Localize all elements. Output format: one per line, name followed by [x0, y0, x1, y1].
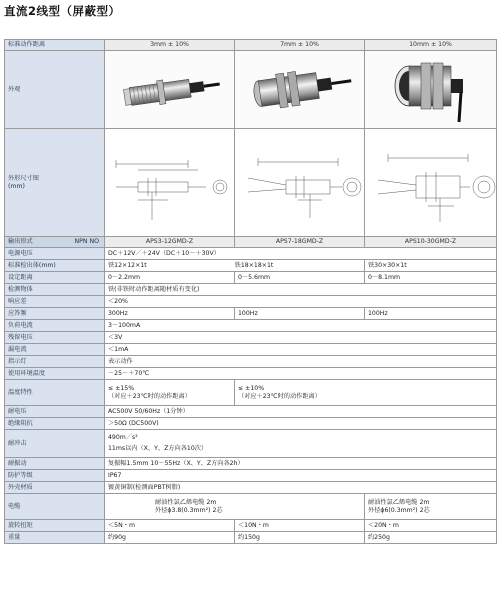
spec-row-target — [5, 260, 497, 272]
spec-row-withstand-voltage — [5, 406, 497, 418]
spec-value-m18: 铁18×18×1t — [234, 261, 274, 269]
sensor-header-1: 3mm ± 10% — [105, 40, 235, 51]
spec-label: 检测物体 — [5, 284, 105, 296]
spec-row-load-current — [5, 320, 497, 332]
spec-label: 重量 — [5, 532, 105, 544]
sensor-photo-m12-image — [110, 60, 230, 120]
spec-value: ＜1mA — [105, 344, 497, 356]
spec-row-indicator — [5, 356, 497, 368]
spec-value: 约250g — [365, 532, 497, 544]
spec-label: 指示灯 — [5, 356, 105, 368]
spec-row-leakage — [5, 344, 497, 356]
spec-row-hysteresis — [5, 296, 497, 308]
spec-value-m12-m18: 铁12×12×1t — [108, 261, 147, 269]
spec-value: ＜5N・m — [105, 520, 235, 532]
spec-value: 镀黄铜制(检测面PBT树脂) — [105, 482, 497, 494]
spec-value: 表示动作 — [105, 356, 497, 368]
spec-label: 使用环境温度 — [5, 368, 105, 380]
dimension-drawing-m12-image — [108, 130, 235, 236]
spec-value-line: （对应＋23℃时的动作距离） — [108, 392, 191, 400]
spec-value: 100Hz — [235, 308, 365, 320]
spec-value-line: 耐油性氯乙烯电缆 2m — [155, 498, 217, 506]
spec-label: 防护等级 — [5, 470, 105, 482]
spec-value-m30 — [365, 494, 497, 520]
spec-label: 电源电压 — [5, 248, 105, 260]
sensor-photo-m18-image — [240, 55, 360, 125]
spec-value-line: 外径ϕ6(0.3mm²) 2芯 — [368, 506, 430, 514]
spec-row-cable — [5, 494, 497, 520]
sensor-photo-m30-image — [371, 52, 491, 128]
spec-value-m12-m18 — [105, 494, 365, 520]
spec-value-line: （对应＋23℃时的动作距离） — [238, 392, 321, 400]
dimensions-label: 外形尺寸图 (mm) — [5, 129, 105, 237]
output-label-cell — [5, 237, 105, 248]
spec-value: 0－2.2mm — [105, 272, 235, 284]
spec-label: 设定距离 — [5, 272, 105, 284]
spec-label: 旋转扭矩 — [5, 520, 105, 532]
sensor-header-2: 7mm ± 10% — [235, 40, 365, 51]
spec-value: IP67 — [105, 470, 497, 482]
spec-label: 耐冲击 — [5, 430, 105, 458]
spec-value: －25－＋70℃ — [105, 368, 497, 380]
sensor-photo-2 — [235, 51, 365, 129]
page-title: 直流2线型（屏蔽型） — [4, 4, 121, 18]
sensor-photo-1 — [105, 51, 235, 129]
model-3: APS10-30GMD-Z — [365, 237, 497, 248]
spec-value-line: 外径ϕ3.8(0.3mm²) 2芯 — [155, 506, 223, 514]
spec-value: ＞50Ω (DC500V) — [105, 418, 497, 430]
spec-value: ＜20% — [105, 296, 497, 308]
sensor-header-3: 10mm ± 10% — [365, 40, 497, 51]
spec-value-m12 — [105, 380, 235, 406]
spec-label: 耐振动 — [5, 458, 105, 470]
appearance-label: 外观 — [5, 51, 105, 129]
model-1: APS3-12GMD-Z — [105, 237, 235, 248]
spec-value: AC500V 50/60Hz（1分钟） — [105, 406, 497, 418]
spec-value: 3－100mA — [105, 320, 497, 332]
output-row — [5, 237, 497, 248]
spec-value: 复振幅1.5mm 10－55Hz（X、Y、Z方向各2h） — [105, 458, 497, 470]
spec-value — [105, 430, 497, 458]
spec-row-housing — [5, 482, 497, 494]
dimension-drawing-1 — [105, 129, 235, 237]
spec-label: 外壳材质 — [5, 482, 105, 494]
spec-value-line: ≤ ±15% — [108, 384, 135, 392]
spec-label: 耐电压 — [5, 406, 105, 418]
spec-value: 约150g — [235, 532, 365, 544]
spec-value-m18-m30 — [235, 380, 497, 406]
spec-value: 300Hz — [105, 308, 235, 320]
spec-value-line: ≤ ±10% — [238, 384, 265, 392]
dimension-drawing-3 — [365, 129, 497, 237]
spec-row-temp-characteristic — [5, 380, 497, 406]
model-2: APS7-18GMD-Z — [235, 237, 365, 248]
spec-row-frequency — [5, 308, 497, 320]
spec-row-temperature — [5, 368, 497, 380]
spec-row-weight — [5, 532, 497, 544]
spec-row-residual-voltage — [5, 332, 497, 344]
spec-row-torque — [5, 520, 497, 532]
spec-value-line: 11ms以内（X、Y、Z方向各10次） — [108, 445, 208, 452]
spec-row-insulation — [5, 418, 497, 430]
spec-value — [105, 260, 365, 272]
spec-table — [4, 39, 497, 544]
spec-value: DC＋12V／＋24V（DC＋10－＋30V） — [105, 248, 497, 260]
spec-value: 铁(非铁时动作距离随材质有变化) — [105, 284, 497, 296]
dimension-drawing-m30-image — [368, 130, 497, 236]
spec-row-set-distance — [5, 272, 497, 284]
spec-label: 漏电流 — [5, 344, 105, 356]
spec-label: 应答频 — [5, 308, 105, 320]
spec-value: 约90g — [105, 532, 235, 544]
spec-value: 0－5.6mm — [235, 272, 365, 284]
spec-row-shock — [5, 430, 497, 458]
spec-value-line: 490m／s² — [108, 434, 138, 441]
spec-label: 绝缘阻抗 — [5, 418, 105, 430]
appearance-row — [5, 51, 497, 129]
spec-label: 标准检出体(mm) — [5, 260, 105, 272]
dimensions-row — [5, 129, 497, 237]
output-type: NPN NO — [74, 238, 99, 245]
spec-value: 0－8.1mm — [365, 272, 497, 284]
spec-label: 响应差 — [5, 296, 105, 308]
spec-label: 温度特性 — [5, 380, 105, 406]
header-label: 标准动作距离 — [5, 40, 105, 51]
sensor-photo-3 — [365, 51, 497, 129]
header-row — [5, 40, 497, 51]
spec-label: 负荷电流 — [5, 320, 105, 332]
dimension-drawing-2 — [235, 129, 365, 237]
spec-value: ＜20N・m — [365, 520, 497, 532]
spec-row-vibration — [5, 458, 497, 470]
spec-value: 铁30×30×1t — [365, 260, 497, 272]
spec-value: ＜10N・m — [235, 520, 365, 532]
dimension-drawing-m18-image — [238, 130, 365, 236]
spec-value-line: 耐油性氯乙烯电缆 2m — [368, 498, 430, 506]
spec-label: 电缆 — [5, 494, 105, 520]
spec-value: ＜3V — [105, 332, 497, 344]
spec-label: 残留电压 — [5, 332, 105, 344]
spec-row-supply-voltage — [5, 248, 497, 260]
spec-row-object — [5, 284, 497, 296]
output-label: 输出形式 — [8, 238, 33, 245]
spec-value: 100Hz — [365, 308, 497, 320]
spec-row-protection — [5, 470, 497, 482]
